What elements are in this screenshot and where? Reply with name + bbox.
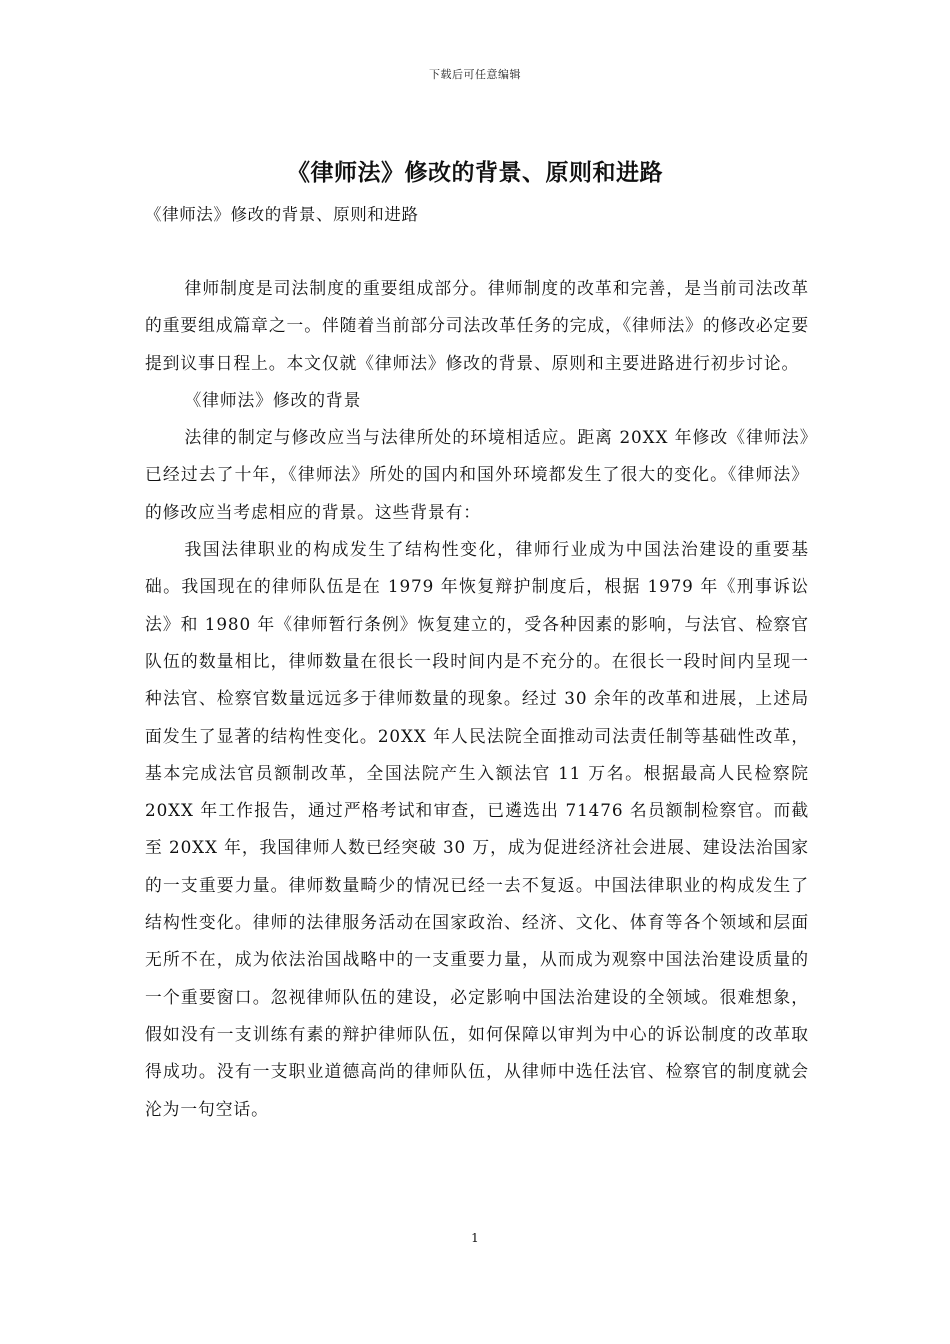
document-title: 《律师法》修改的背景、原则和进路 (287, 160, 663, 186)
paragraph-structural-change: 我国法律职业的构成发生了结构性变化，律师行业成为中国法治建设的重要基础。我国现在的律师队伍是在 1979 年恢复辩护制度后，根据 1979 年《刑事诉讼法》和 1980 年《律师暂行条例》恢复建立的，受各种因素的影响，与法官、检察官队伍的数量相比，律师数量在很长一段时间内是不充分的。在很长一段时间内呈现一种法官、检察官数量远远多于律师数量的现象。经过 30 余年的改革和进展，上述局面发生了显著的结构性变化。20XX 年人民法院全面推动司法责任制等基础性改革，基本完成法官员额制改革，全国法院产生入额法官 11 万名。根据最高人民检察院 20XX 年工作报告，通过严格考试和审查，已遴选出 71476 名员额制检察官。而截至 20XX 年，我国律师人数已经突破 30 万，成为促进经济社会进展、建设法治国家的一支重要力量。律师数量畸少的情况已经一去不复返。中国法律职业的构成发生了结构性变化。律师的法律服务活动在国家政治、经济、文化、体育等各个领域和层面无所不在，成为依法治国战略中的一支重要力量，从而成为观察中国法治建设质量的一个重要窗口。忽视律师队伍的建设，必定影响中国法治建设的全领域。很难想象，假如没有一支训练有素的辩护律师队伍，如何保障以审判为中心的诉讼制度的改革取得成功。没有一支职业道德高尚的律师队伍，从律师中选任法官、检察官的制度就会沦为一句空话。 (145, 539, 809, 1119)
document-subtitle: 《律师法》修改的背景、原则和进路 (145, 205, 419, 224)
paragraph-intro: 律师制度是司法制度的重要组成部分。律师制度的改革和完善，是当前司法改革的重要组成篇章之一。伴随着当前部分司法改革任务的完成，《律师法》的修改必定要提到议事日程上。本文仅就《律师法》修改的背景、原则和主要进路进行初步讨论。 (145, 278, 809, 373)
document-body (145, 270, 809, 1128)
section-heading-background: 《律师法》修改的背景 (184, 389, 362, 410)
paragraph-context: 法律的制定与修改应当与法律所处的环境相适应。距离 20XX 年修改《律师法》已经过去了十年，《律师法》所处的国内和国外环境都发生了很大的变化。《律师法》的修改应当考虑相应的背景。这些背景有： (145, 427, 809, 522)
header-note: 下载后可任意编辑 (429, 68, 521, 81)
page-number: 1 (471, 1231, 479, 1245)
